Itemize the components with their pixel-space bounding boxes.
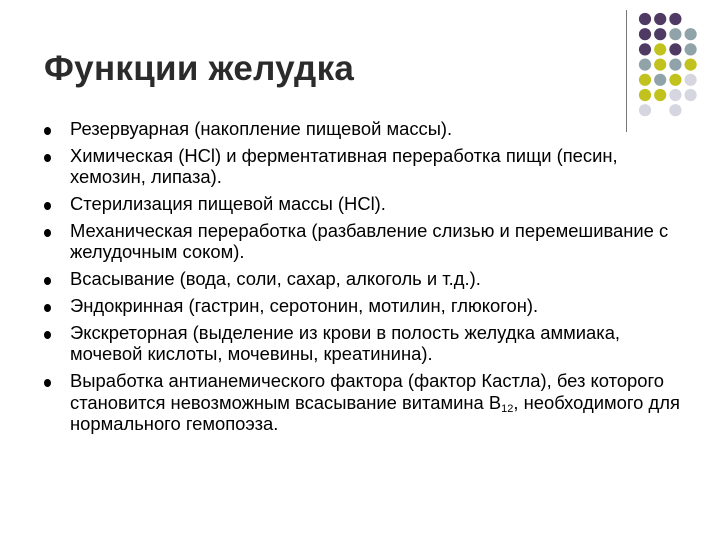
decorative-dot xyxy=(669,104,681,116)
page-title: Функции желудка xyxy=(44,49,355,88)
function-list xyxy=(44,118,694,440)
list-item xyxy=(44,118,694,140)
decorative-dot xyxy=(669,13,681,25)
list-item xyxy=(44,268,694,290)
decorative-dot-grid xyxy=(637,11,715,121)
list-item xyxy=(44,145,694,188)
decorative-dot xyxy=(669,43,681,55)
list-item-text: Выработка антианемического фактора (фактор Кастла), без которого становится невозможным всасывание витамина В xyxy=(70,370,665,413)
decorative-dot xyxy=(669,74,681,86)
decorative-dot xyxy=(639,13,651,25)
list-item-text: Химическая (HCl) и ферментативная переработка пищи (песин, хемозин, липаза). xyxy=(70,144,618,188)
bullet-icon xyxy=(44,379,51,387)
bullet-icon xyxy=(44,202,51,210)
vitamin-subscript: 12 xyxy=(501,402,514,415)
list-item xyxy=(44,220,694,263)
bullet-icon xyxy=(44,331,51,339)
bullet-icon xyxy=(44,229,51,237)
list-item xyxy=(44,193,694,215)
decorative-dot xyxy=(654,43,666,55)
decorative-dot xyxy=(685,89,697,101)
decorative-dot xyxy=(669,28,681,40)
bullet-icon xyxy=(44,127,51,135)
decorative-dot xyxy=(654,13,666,25)
decorative-dot xyxy=(654,28,666,40)
decorative-dot xyxy=(669,89,681,101)
decorative-dot xyxy=(639,59,651,71)
list-item-text: Резервуарная (накопление пищевой массы). xyxy=(70,118,453,139)
list-item-text: Экскреторная (выделение из крови в полость желудка аммиака, мочевой кислоты, мочевины, креатинина). xyxy=(70,321,621,365)
list-item-text: Всасывание (вода, соли, сахар, алкоголь и т.д.). xyxy=(70,268,481,290)
decorative-dot xyxy=(639,74,651,86)
decorative-dot xyxy=(654,74,666,86)
bullet-icon xyxy=(44,277,51,285)
decorative-dot xyxy=(669,59,681,71)
decorative-dot xyxy=(639,43,651,55)
list-item xyxy=(44,295,694,317)
decorative-dot xyxy=(685,43,697,55)
bullet-icon xyxy=(44,154,51,162)
bullet-icon xyxy=(44,304,51,312)
decorative-dot xyxy=(654,89,666,101)
list-item xyxy=(44,322,694,365)
decorative-dot xyxy=(639,28,651,40)
decorative-dot xyxy=(685,28,697,40)
decorative-dot xyxy=(685,59,697,71)
title-divider-line xyxy=(626,10,627,132)
list-item-text: Стерилизация пищевой массы (HCl). xyxy=(70,193,386,215)
decorative-dot xyxy=(639,104,651,116)
list-item-text-tail: , необходимого для нормального гемопоэза. xyxy=(70,391,680,435)
list-item-text: Механическая переработка (разбавление слизью и перемешивание с желудочным соком). xyxy=(70,219,669,263)
list-item-text: Эндокринная (гастрин, серотонин, мотилин, глюкогон). xyxy=(70,294,539,316)
decorative-dot xyxy=(654,59,666,71)
decorative-dot xyxy=(685,74,697,86)
decorative-dot xyxy=(639,89,651,101)
list-item xyxy=(44,370,694,435)
